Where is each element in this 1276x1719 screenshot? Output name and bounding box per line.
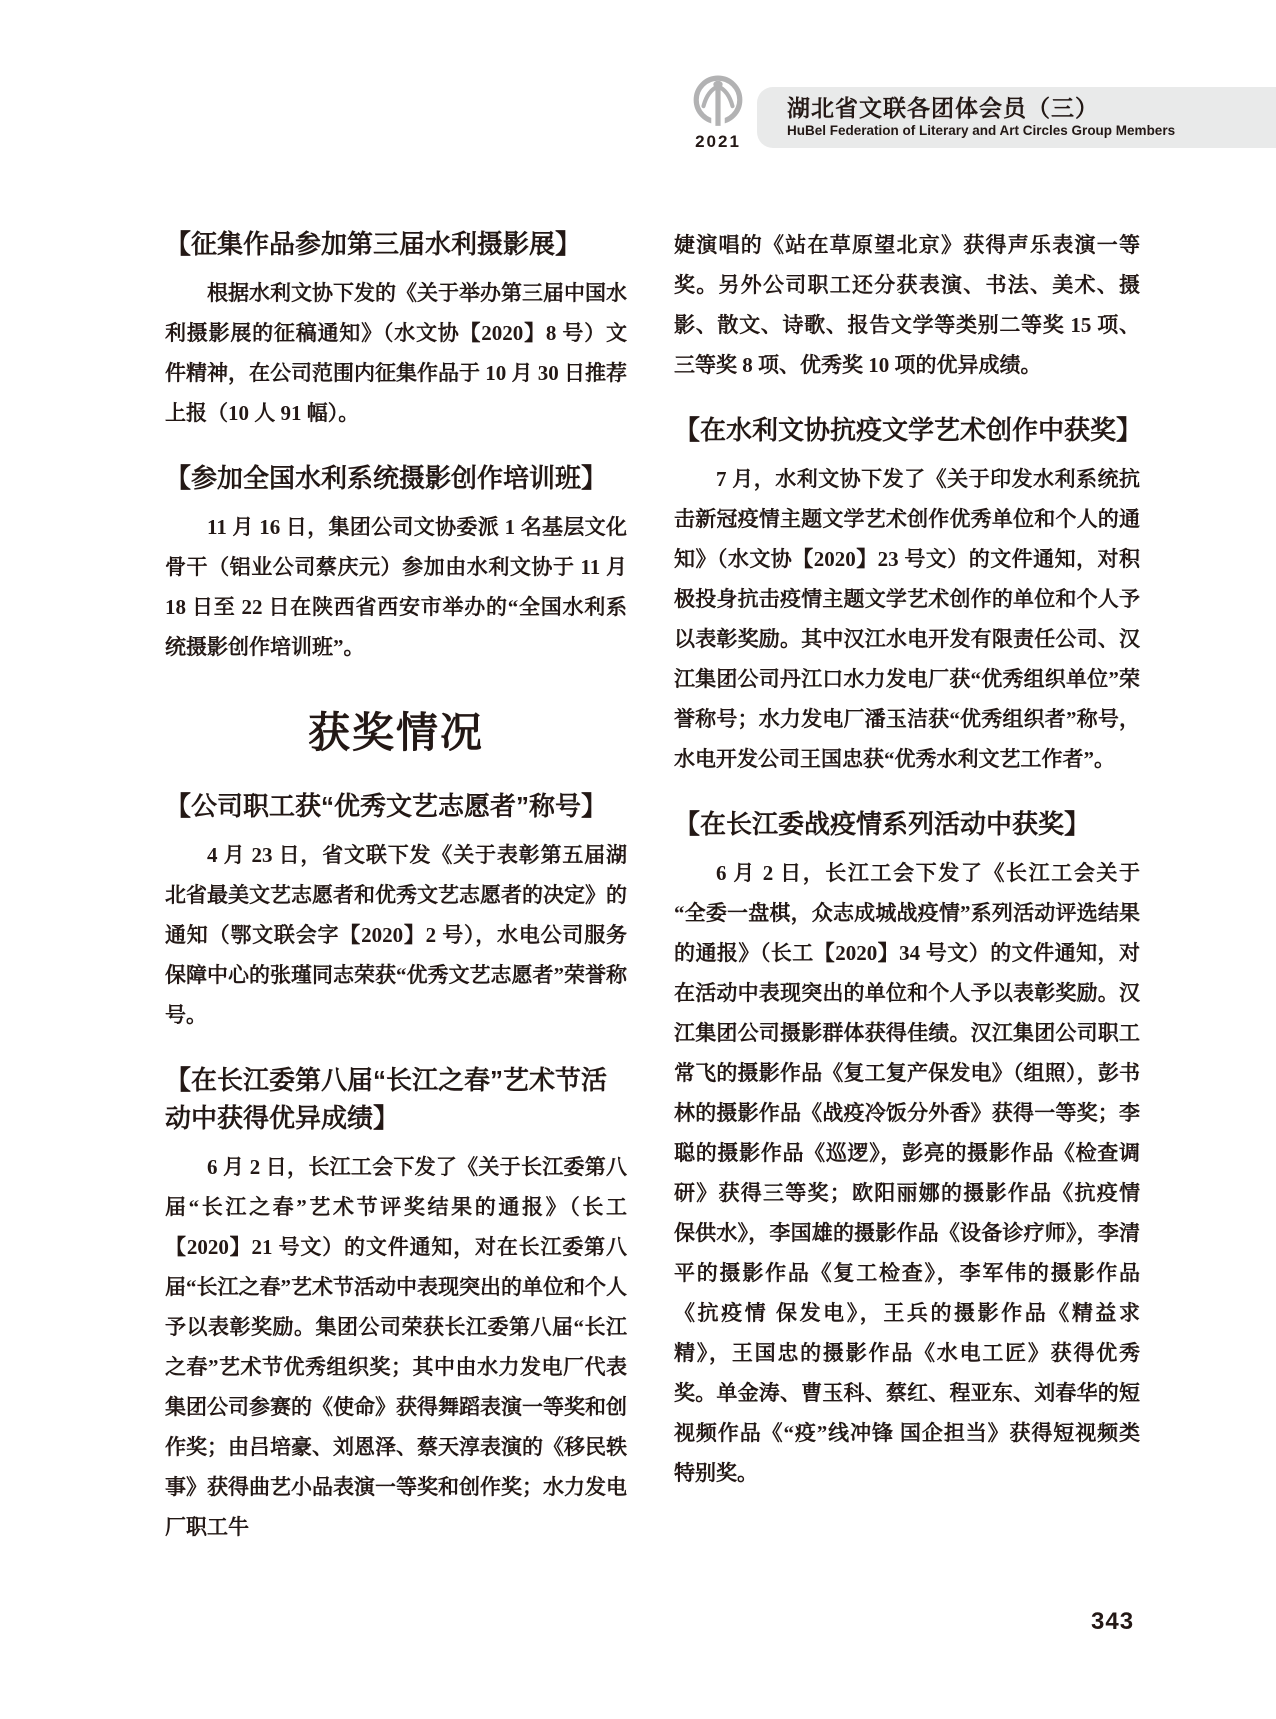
column-left [165, 225, 627, 1547]
chapter-heading: 获奖情况 [307, 709, 484, 756]
paragraph: 11 月 16 日，集团公司文协委派 1 名基层文化骨干（铝业公司蔡庆元）参加由水利文协于 11 月 18 日至 22 日在陕西省西安市举办的“全国水利系统摄影创作培训班”。 [165, 515, 627, 659]
section-heading: 【征集作品参加第三届水利摄影展】 [165, 229, 582, 259]
page-number: 343 [1091, 1608, 1135, 1635]
paragraph: 7 月，水利文协下发了《关于印发水利系统抗击新冠疫情主题文学艺术创作优秀单位和个人的通知》（水文协【2020】23 号文）的文件通知，对积极投身抗击疫情主题文学艺术创作的单位和个人予以表彰奖励。其中汉江水电开发有限责任公司、汉江集团公司丹江口水力发电厂获“优秀组织单位”荣誉称号；水力发电厂潘玉洁获“优秀组织者”称号，水电开发公司王国忠获“优秀水利文艺工作者”。 [674, 467, 1140, 771]
paragraph: 6 月 2 日，长江工会下发了《关于长江委第八届“长江之春”艺术节评奖结果的通报》（长工【2020】21 号文）的文件通知，对在长江委第八届“长江之春”艺术节活动中表现突出的单位和个人予以表彰奖励。集团公司荣获长江委第八届“长江之春”艺术节优秀组织奖；其中由水力发电厂代表集团公司参赛的《使命》获得舞蹈表演一等奖和创作奖；由吕培豪、刘恩泽、蔡天淳表演的《移民轶事》获得曲艺小品表演一等奖和创作奖；水力发电厂职工牛 [165, 1155, 627, 1539]
paragraph: 根据水利文协下发的《关于举办第三届中国水利摄影展的征稿通知》（水文协【2020】8 号）文件精神，在公司范围内征集作品于 10 月 30 日推荐上报（10 人 91 幅）。 [165, 281, 627, 425]
paragraph: 4 月 23 日，省文联下发《关于表彰第五届湖北省最美文艺志愿者和优秀文艺志愿者的决定》的通知（鄂文联会字【2020】2 号），水电公司服务保障中心的张瑾同志荣获“优秀文艺志愿者”荣誉称号。 [165, 843, 627, 1027]
section-heading: 【在水利文协抗疫文学艺术创作中获奖】 [674, 415, 1143, 445]
section-heading: 【参加全国水利系统摄影创作培训班】 [165, 463, 608, 493]
section-heading: 【在长江委战疫情系列活动中获奖】 [674, 809, 1091, 839]
federation-logo [691, 74, 745, 154]
federation-emblem-icon [691, 74, 745, 130]
header-title-en: HuBel Federation of Literary and Art Circles Group Members [787, 123, 1176, 138]
paragraph: 6 月 2 日，长江工会下发了《长江工会关于“全委一盘棋，众志成城战疫情”系列活动评选结果的通报》（长工【2020】34 号文）的文件通知，对在活动中表现突出的单位和个人予以表彰奖励。汉江集团公司摄影群体获得佳绩。汉江集团公司职工常飞的摄影作品《复工复产保发电》（组照），彭书林的摄影作品《战疫冷饭分外香》获得一等奖；李聪的摄影作品《巡逻》，彭亮的摄影作品《检查调研》获得三等奖；欧阳丽娜的摄影作品《抗疫情 保供水》，李国雄的摄影作品《设备诊疗师》，李清平的摄影作品《复工检查》，李军伟的摄影作品《抗疫情 保发电》，王兵的摄影作品《精益求精》，王国忠的摄影作品《水电工匠》获得优秀奖。单金涛、曹玉科、蔡红、程亚东、刘春华的短视频作品《“疫”线冲锋 国企担当》获得短视频类特别奖。 [674, 861, 1140, 1485]
section-heading: 【在长江委第八届“长江之春”艺术节活动中获得优异成绩】 [165, 1065, 608, 1133]
header-title-cn: 湖北省文联各团体会员（三） [787, 95, 1099, 121]
column-right [674, 225, 1143, 1493]
paragraph: 婕演唱的《站在草原望北京》获得声乐表演一等奖。另外公司职工还分获表演、书法、美术、摄影、散文、诗歌、报告文学等类别二等奖 15 项、三等奖 8 项、优秀奖 10 项的优异成绩。 [674, 233, 1140, 377]
section-heading: 【公司职工获“优秀文艺志愿者”称号】 [165, 791, 608, 821]
edition-year: 2021 [695, 132, 741, 151]
header-band [757, 87, 1276, 148]
